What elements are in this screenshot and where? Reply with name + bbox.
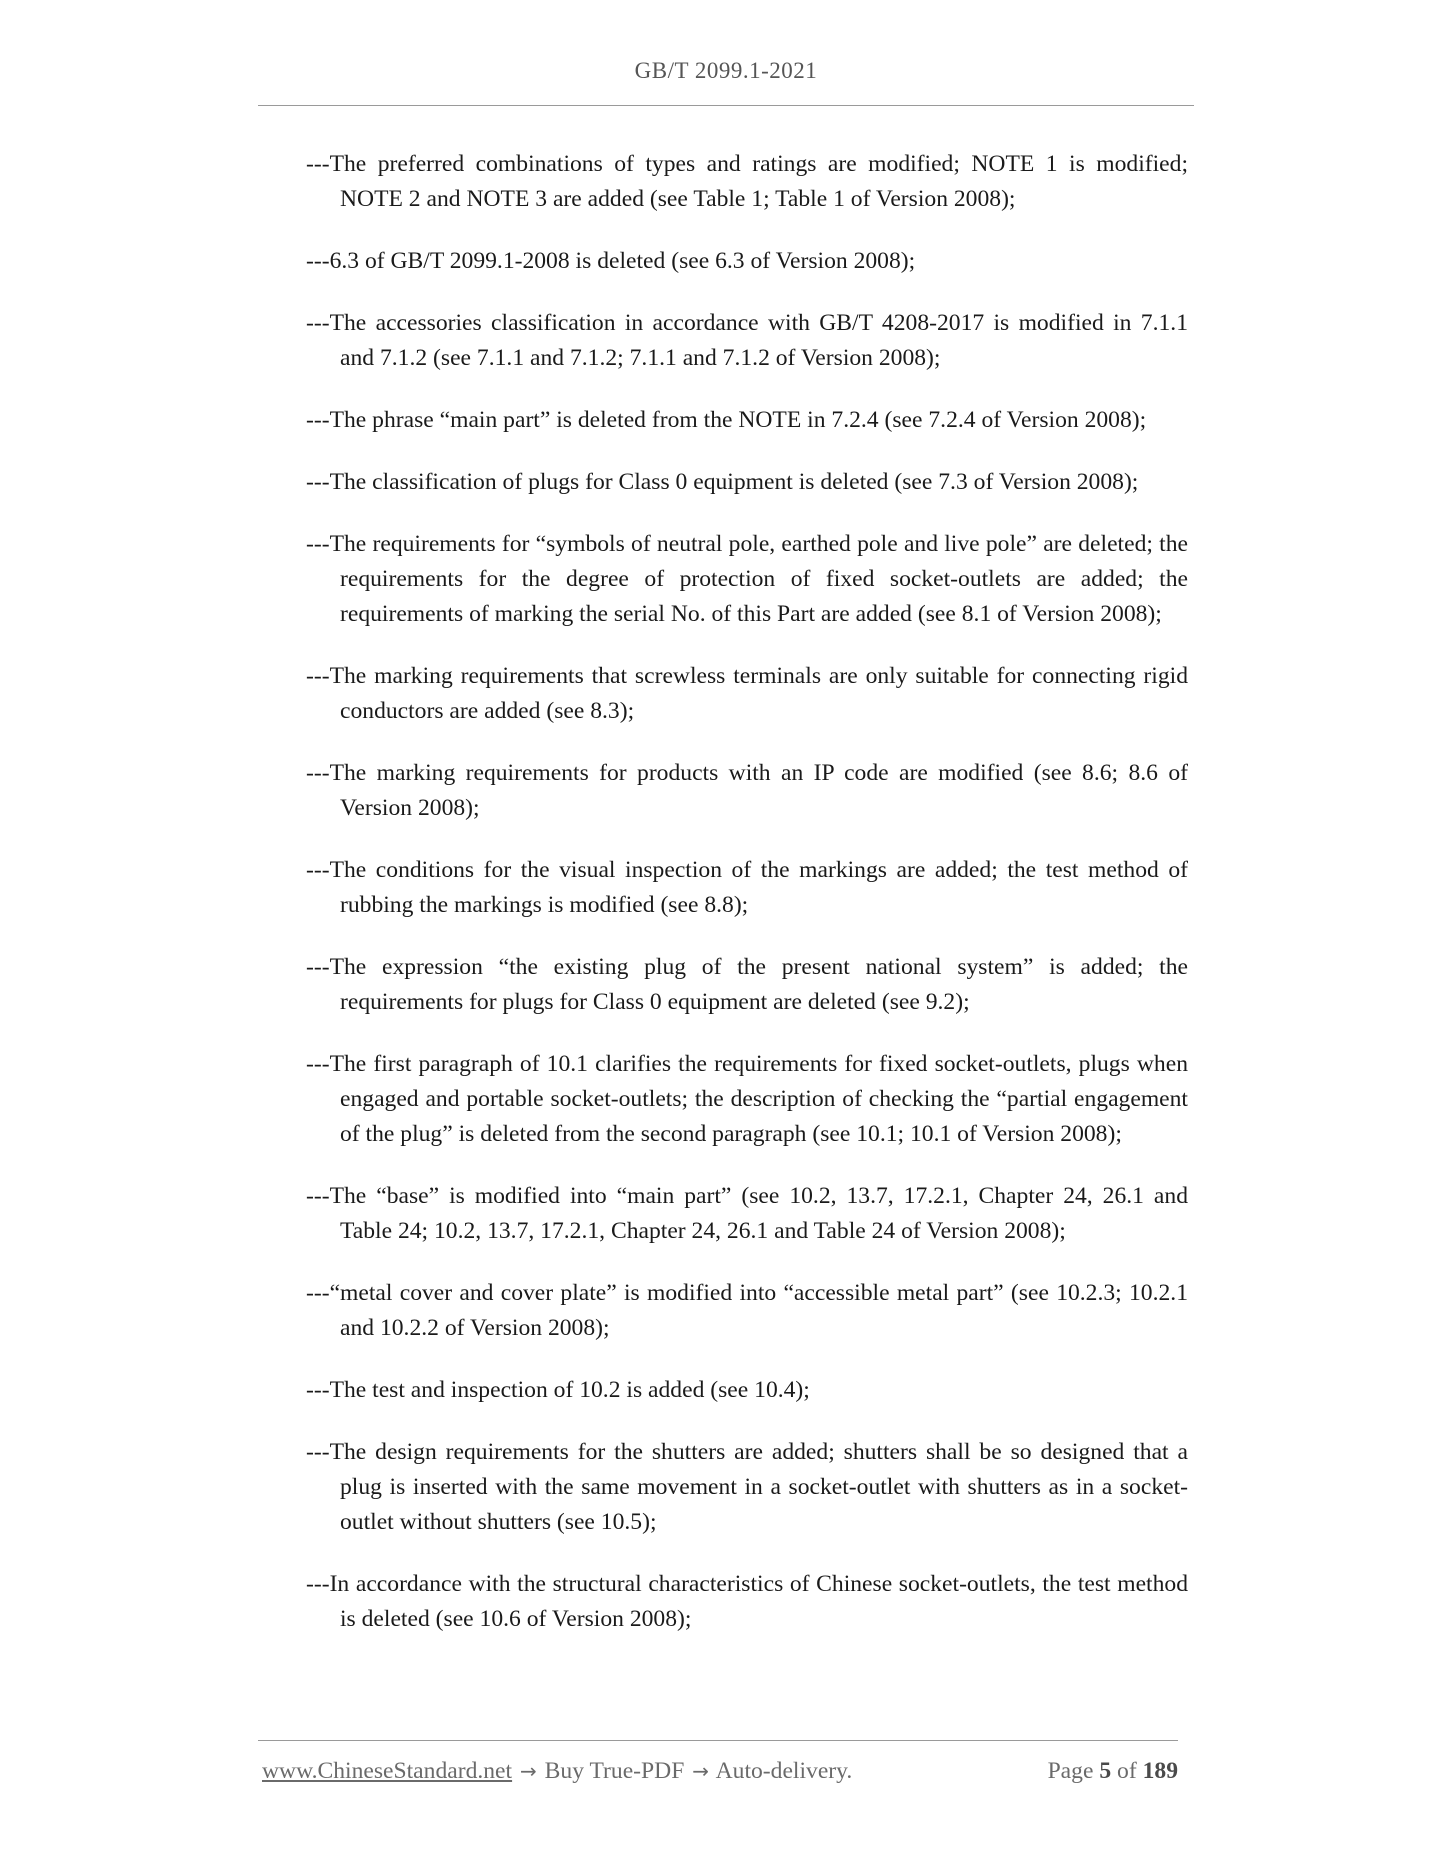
list-item: ---The conditions for the visual inspection of the markings are added; the test method of rubbing the markings is modified (see 8.8); — [306, 857, 1188, 918]
list-item: ---The expression “the existing plug of the present national system” is added; the requirements for plugs for Class 0 equipment are deleted (see 9.2); — [306, 954, 1188, 1015]
list-item: ---The marking requirements that screwless terminals are only suitable for connecting rigid conductors are added (see 8.3); — [306, 663, 1188, 724]
footer-divider — [258, 1740, 1178, 1741]
footer-promo — [262, 1758, 852, 1785]
auto-delivery-text: Auto-delivery. — [715, 1758, 853, 1784]
list-item: ---The classification of plugs for Class 0 equipment is deleted (see 7.3 of Version 2008); — [306, 469, 1139, 495]
of-label: of — [1117, 1758, 1137, 1784]
list-item: ---The first paragraph of 10.1 clarifies the requirements for fixed socket-outlets, plugs when engaged and portable socket-outlets; the description of checking the “partial engagement of the plug” is deleted from the second paragraph (see 10.1; 10.1 of Version 2008); — [306, 1051, 1188, 1147]
list-item: ---“metal cover and cover plate” is modified into “accessible metal part” (see 10.2.3; 10.2.1 and 10.2.2 of Version 2008); — [306, 1280, 1188, 1341]
list-item: ---The marking requirements for products with an IP code are modified (see 8.6; 8.6 of Version 2008); — [306, 760, 1188, 821]
arrow-right-icon: → — [520, 1759, 537, 1783]
list-item: ---The test and inspection of 10.2 is added (see 10.4); — [306, 1377, 810, 1403]
change-list — [306, 147, 1188, 1664]
list-item: ---6.3 of GB/T 2099.1-2008 is deleted (see 6.3 of Version 2008); — [306, 248, 916, 274]
buy-true-pdf-text: Buy True-PDF — [544, 1758, 685, 1784]
header-divider — [258, 105, 1194, 106]
list-item: ---The “base” is modified into “main part” (see 10.2, 13.7, 17.2.1, Chapter 24, 26.1 and Table 24; 10.2, 13.7, 17.2.1, Chapter 24, 26.1 and Table 24 of Version 2008); — [306, 1183, 1188, 1244]
list-item: ---In accordance with the structural characteristics of Chinese socket-outlets, the test method is deleted (see 10.6 of Version 2008); — [306, 1571, 1188, 1632]
arrow-right-icon: → — [692, 1759, 709, 1783]
page-total: 189 — [1142, 1758, 1178, 1784]
page-current: 5 — [1099, 1758, 1112, 1784]
page-header-title: GB/T 2099.1-2021 — [634, 58, 818, 83]
list-item: ---The design requirements for the shutters are added; shutters shall be so designed that a plug is inserted with the same movement in a socket-outlet with shutters as in a socket-outlet without shutters (see 10.5); — [306, 1439, 1188, 1535]
page-label: Page — [1047, 1758, 1094, 1784]
list-item: ---The requirements for “symbols of neutral pole, earthed pole and live pole” are deleted; the requirements for the degree of protection of fixed socket-outlets are added; the requirements of marking the serial No. of this Part are added (see 8.1 of Version 2008); — [306, 531, 1188, 627]
site-link[interactable]: www.ChineseStandard.net — [262, 1758, 513, 1784]
list-item: ---The phrase “main part” is deleted from the NOTE in 7.2.4 (see 7.2.4 of Version 2008); — [306, 407, 1147, 433]
list-item: ---The accessories classification in accordance with GB/T 4208-2017 is modified in 7.1.1 and 7.1.2 (see 7.1.1 and 7.1.2; 7.1.1 and 7.1.2 of Version 2008); — [306, 310, 1188, 371]
list-item: ---The preferred combinations of types and ratings are modified; NOTE 1 is modified; NOTE 2 and NOTE 3 are added (see Table 1; Table 1 of Version 2008); — [306, 151, 1188, 212]
page-number — [1048, 1758, 1178, 1785]
